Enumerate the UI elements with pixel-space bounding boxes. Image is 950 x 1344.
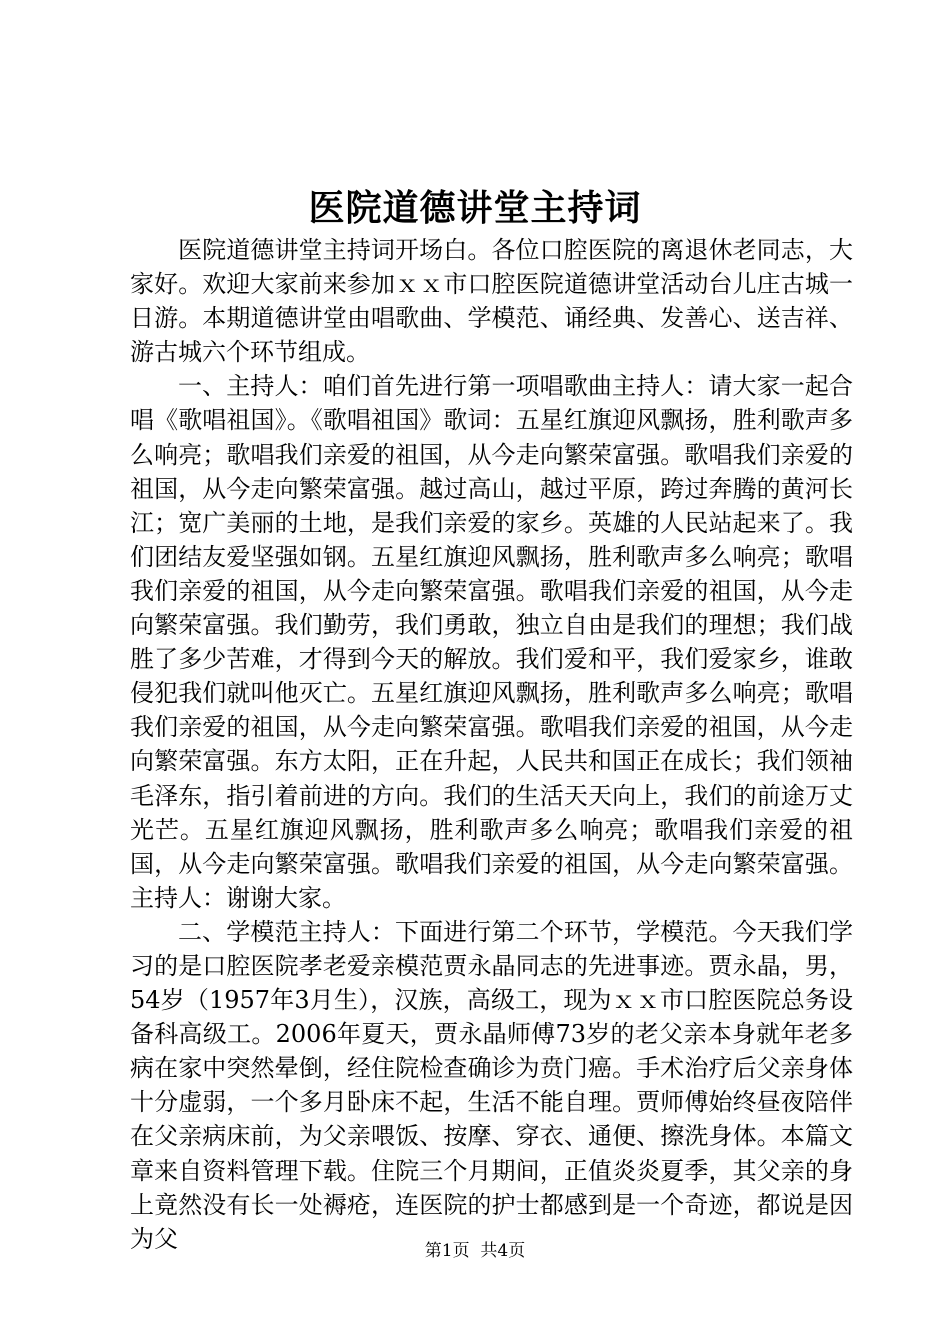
paragraph-sing-song: 一、主持人：咱们首先进行第一项唱歌曲主持人：请大家一起合唱《歌唱祖国》。《歌唱祖国》歌词：五星红旗迎风飘扬，胜利歌声多么响亮；歌唱我们亲爱的祖国，从今走向繁荣富强。歌唱我们亲爱的祖国，从今走向繁荣富强。越过高山，越过平原，跨过奔腾的黄河长江；宽广美丽的土地，是我们亲爱的家乡。英雄的人民站起来了。我们团结友爱坚强如钢。五星红旗迎风飘扬，胜利歌声多么响亮；歌唱我们亲爱的祖国，从今走向繁荣富强。歌唱我们亲爱的祖国，从今走向繁荣富强。我们勤劳，我们勇敢，独立自由是我们的理想；我们战胜了多少苦难，才得到今天的解放。我们爱和平，我们爱家乡，谁敢侵犯我们就叫他灭亡。五星红旗迎风飘扬，胜利歌声多么响亮；歌唱我们亲爱的祖国，从今走向繁荣富强。歌唱我们亲爱的祖国，从今走向繁荣富强。东方太阳，正在升起，人民共和国正在成长；我们领袖毛泽东，指引着前进的方向。我们的生活天天向上，我们的前途万丈光芒。五星红旗迎风飘扬，胜利歌声多么响亮；歌唱我们亲爱的祖国，从今走向繁荣富强。歌唱我们亲爱的祖国，从今走向繁荣富强。主持人：谢谢大家。 [130,372,853,912]
paragraph-intro: 医院道德讲堂主持词开场白。各位口腔医院的离退休老同志，大家好。欢迎大家前来参加ｘｘ市口腔医院道德讲堂活动台儿庄古城一日游。本期道德讲堂由唱歌曲、学模范、诵经典、发善心、送吉祥、游古城六个环节组成。 [130,236,853,367]
paragraph-learn-model: 二、学模范主持人：下面进行第二个环节，学模范。今天我们学习的是口腔医院孝老爱亲模范贾永晶同志的先进事迹。贾永晶，男，54岁（1957年3月生），汉族，高级工，现为ｘｘ市口腔医院总务设备科高级工。2006年夏天，贾永晶师傅73岁的老父亲本身就年老多病在家中突然晕倒，经住院检查确诊为贲门癌。手术治疗后父亲身体十分虚弱，一个多月卧床不起，生活不能自理。贾师傅始终昼夜陪伴在父亲病床前，为父亲喂饭、按摩、穿衣、通便、擦洗身体。本篇文章来自资料管理下载。住院三个月期间，正值炎炎夏季，其父亲的身上竟然没有长一处褥疮，连医院的护士都感到是一个奇迹，都说是因为父 [130,917,853,1253]
document-body [130,233,853,1256]
page-footer [0,1240,950,1262]
document-title: 医院道德讲堂主持词 [308,187,642,229]
page-total: 共4页 [480,1241,526,1261]
page-number: 第1页 [424,1241,470,1261]
